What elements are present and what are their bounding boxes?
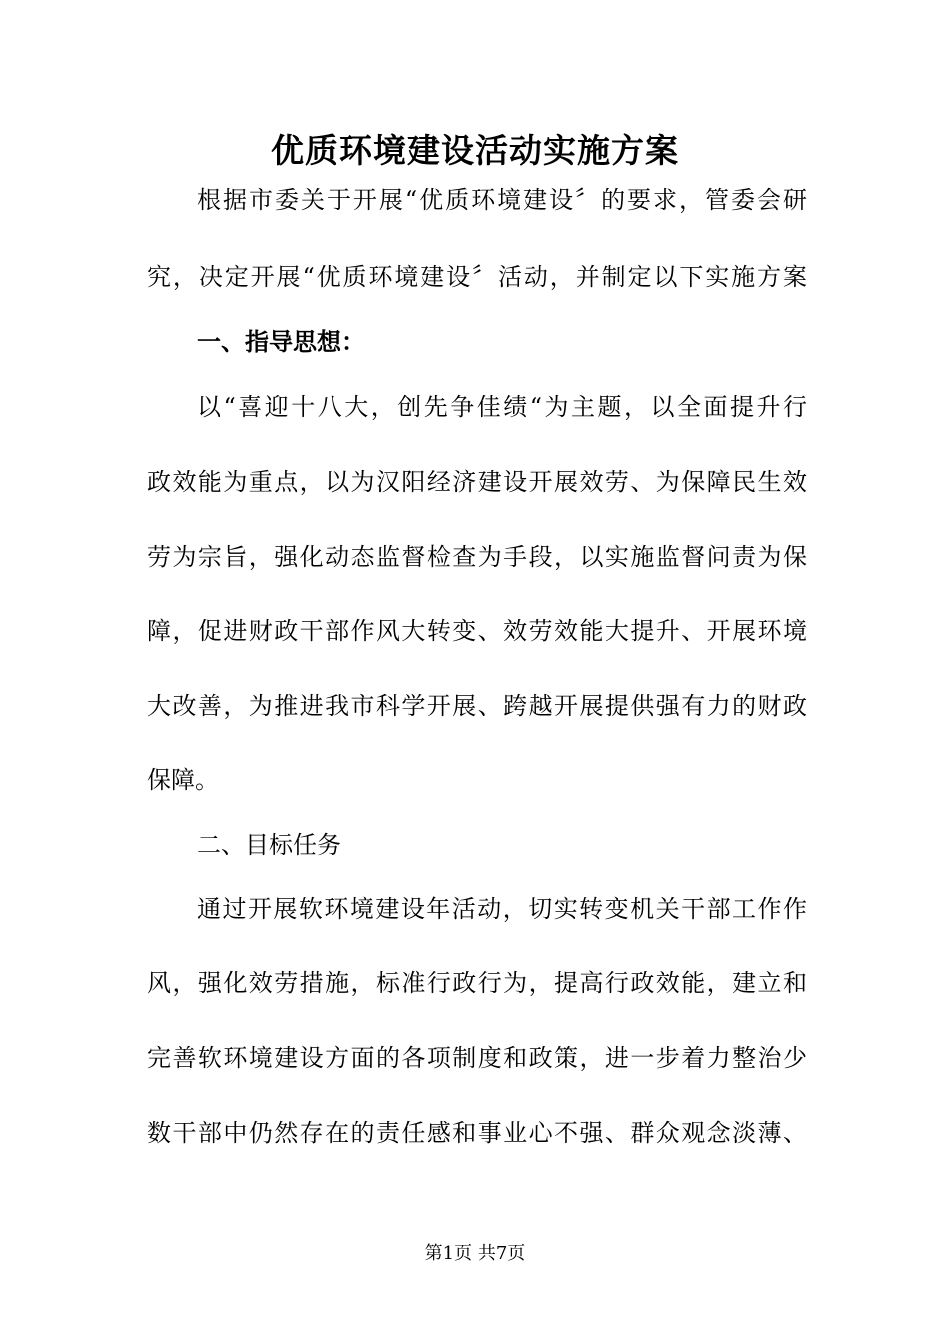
paragraph-line: 大改善，为推进我市科学开展、跨越开展提供强有力的财政: [147, 692, 807, 720]
section-heading-goals-tasks: 二、目标任务: [197, 831, 341, 859]
paragraph-line: 政效能为重点，以为汉阳经济建设开展效劳、为保障民生效: [147, 468, 807, 496]
section-heading-guiding-ideology: 一、指导思想：: [197, 328, 365, 356]
paragraph-line: 风，强化效劳措施，标准行政行为，提高行政效能，建立和: [147, 969, 807, 997]
paragraph-line: 劳为宗旨，强化动态监督检查为手段，以实施监督问责为保: [147, 543, 807, 571]
paragraph-line: 障，促进财政干部作风大转变、效劳效能大提升、开展环境: [147, 617, 807, 645]
paragraph-line: 根据市委关于开展“优质环境建设〞的要求，管委会研: [197, 186, 807, 214]
document-title: 优质环境建设活动实施方案: [271, 131, 679, 170]
paragraph-line: 通过开展软环境建设年活动，切实转变机关干部工作作: [197, 895, 807, 923]
paragraph-line: 数干部中仍然存在的责任感和事业心不强、群众观念淡薄、: [147, 1119, 807, 1147]
page-footer: 第1页 共7页: [424, 1243, 526, 1264]
paragraph-line: 究，决定开展“优质环境建设〞活动，并制定以下实施方案: [147, 263, 807, 291]
paragraph-line: 以“喜迎十八大，创先争佳绩“为主题，以全面提升行: [197, 393, 807, 421]
paragraph-line: 完善软环境建设方面的各项制度和政策，进一步着力整治少: [147, 1044, 807, 1072]
paragraph-line: 保障。: [147, 766, 219, 794]
